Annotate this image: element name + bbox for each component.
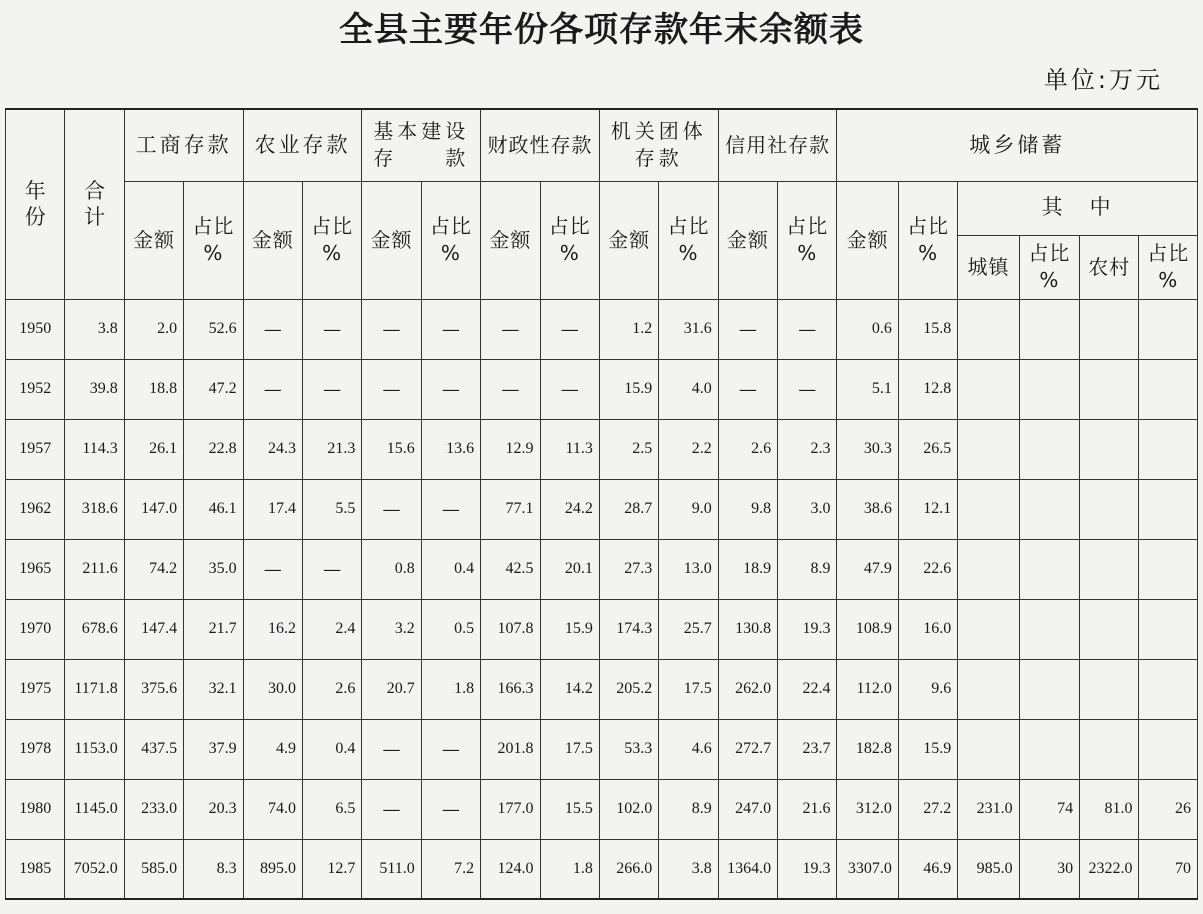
pct-label: 占比 bbox=[192, 214, 235, 238]
cell-jg-pct: 13.0 bbox=[659, 539, 718, 599]
cell-czh-amt: 985.0 bbox=[958, 839, 1019, 899]
cell-year: 1980 bbox=[6, 779, 65, 839]
cell-total: 1171.8 bbox=[65, 659, 124, 719]
unit-label: 单位:万元 bbox=[1043, 66, 1163, 94]
cell-czh-pct: 30 bbox=[1019, 839, 1079, 899]
cell-gs-amt: 18.8 bbox=[124, 359, 183, 419]
pct-symbol: % bbox=[559, 241, 580, 265]
cell-czh-amt: 231.0 bbox=[958, 779, 1019, 839]
cell-cz-amt: 124.0 bbox=[481, 839, 540, 899]
cell-jg-pct: 4.0 bbox=[659, 359, 718, 419]
cell-xy-amt: 272.7 bbox=[718, 719, 777, 779]
cell-cx-amt: 0.6 bbox=[837, 299, 898, 359]
cell-cz-amt: 12.9 bbox=[481, 419, 540, 479]
table-row bbox=[6, 779, 1198, 839]
cell-nc-pct: 26 bbox=[1139, 779, 1198, 839]
header-total bbox=[65, 109, 124, 299]
cell-jb-pct: 7.2 bbox=[421, 839, 480, 899]
header-jiguan bbox=[599, 109, 718, 181]
header-gs-amount: 金额 bbox=[124, 181, 183, 299]
cell-xy-amt: — bbox=[718, 359, 777, 419]
cell-czh-amt bbox=[958, 359, 1019, 419]
cell-jb-amt: — bbox=[362, 359, 421, 419]
cell-jg-pct: 8.9 bbox=[659, 779, 718, 839]
header-jg-amount: 金额 bbox=[599, 181, 658, 299]
cell-cz-amt: 166.3 bbox=[481, 659, 540, 719]
header-jiben bbox=[362, 109, 481, 181]
cell-czh-pct bbox=[1019, 599, 1079, 659]
cell-total: 3.8 bbox=[65, 299, 124, 359]
cell-ny-pct: 0.4 bbox=[302, 719, 361, 779]
cell-ny-pct: — bbox=[302, 539, 361, 599]
cell-xy-amt: 247.0 bbox=[718, 779, 777, 839]
cell-czh-pct bbox=[1019, 419, 1079, 479]
cell-nc-amt bbox=[1080, 599, 1139, 659]
cell-ny-amt: 24.3 bbox=[243, 419, 302, 479]
cell-jg-amt: 27.3 bbox=[599, 539, 658, 599]
header-qizhong: 其 中 bbox=[958, 181, 1198, 235]
header-jiben-line2: 存 款 bbox=[373, 146, 470, 171]
cell-ny-amt: — bbox=[243, 359, 302, 419]
cell-jb-amt: — bbox=[362, 779, 421, 839]
header-xinyong: 信用社存款 bbox=[718, 109, 837, 181]
cell-xy-pct: 2.3 bbox=[778, 419, 837, 479]
cell-total: 114.3 bbox=[65, 419, 124, 479]
cell-czh-pct bbox=[1019, 659, 1079, 719]
cell-cx-amt: 3307.0 bbox=[837, 839, 898, 899]
cell-ny-pct: 2.4 bbox=[302, 599, 361, 659]
header-nc-pct bbox=[1139, 235, 1198, 299]
pct-label: 占比 bbox=[786, 214, 829, 238]
table-row bbox=[6, 599, 1198, 659]
cell-nc-amt bbox=[1080, 479, 1139, 539]
cell-ny-amt: 895.0 bbox=[243, 839, 302, 899]
cell-cx-pct: 12.8 bbox=[898, 359, 957, 419]
cell-gs-pct: 52.6 bbox=[184, 299, 243, 359]
cell-year: 1970 bbox=[6, 599, 65, 659]
cell-jg-amt: 174.3 bbox=[599, 599, 658, 659]
pct-label: 占比 bbox=[907, 214, 950, 238]
cell-nc-pct bbox=[1139, 659, 1198, 719]
cell-cx-amt: 108.9 bbox=[837, 599, 898, 659]
cell-czh-amt bbox=[958, 599, 1019, 659]
header-year-text: 年 份 bbox=[24, 179, 46, 230]
cell-year: 1950 bbox=[6, 299, 65, 359]
cell-cx-pct: 15.9 bbox=[898, 719, 957, 779]
cell-ny-amt: 30.0 bbox=[243, 659, 302, 719]
cell-year: 1975 bbox=[6, 659, 65, 719]
cell-czh-pct bbox=[1019, 299, 1079, 359]
pct-label: 占比 bbox=[1147, 241, 1190, 265]
pct-symbol: % bbox=[203, 241, 224, 265]
cell-cx-amt: 112.0 bbox=[837, 659, 898, 719]
cell-gs-amt: 147.0 bbox=[124, 479, 183, 539]
cell-cz-pct: — bbox=[540, 359, 599, 419]
cell-cz-amt: 42.5 bbox=[481, 539, 540, 599]
cell-jb-pct: 0.5 bbox=[421, 599, 480, 659]
cell-czh-pct: 74 bbox=[1019, 779, 1079, 839]
header-caizheng: 财政性存款 bbox=[481, 109, 600, 181]
cell-jg-pct: 3.8 bbox=[659, 839, 718, 899]
cell-gs-amt: 437.5 bbox=[124, 719, 183, 779]
pct-symbol: % bbox=[678, 241, 699, 265]
pct-label: 占比 bbox=[1028, 241, 1071, 265]
header-nongcun: 农村 bbox=[1080, 235, 1139, 299]
header-jiguan-line2: 存款 bbox=[634, 146, 683, 171]
pct-symbol: % bbox=[1039, 268, 1060, 292]
cell-nc-pct bbox=[1139, 719, 1198, 779]
cell-nc-amt: 81.0 bbox=[1080, 779, 1139, 839]
cell-gs-pct: 37.9 bbox=[184, 719, 243, 779]
cell-cx-pct: 15.8 bbox=[898, 299, 957, 359]
cell-jb-amt: 3.2 bbox=[362, 599, 421, 659]
cell-jg-amt: 266.0 bbox=[599, 839, 658, 899]
cell-ny-amt: — bbox=[243, 299, 302, 359]
header-czh-pct bbox=[1019, 235, 1079, 299]
header-xy-pct bbox=[778, 181, 837, 299]
cell-gs-amt: 375.6 bbox=[124, 659, 183, 719]
table-header bbox=[6, 109, 1198, 299]
cell-jb-pct: — bbox=[421, 479, 480, 539]
pct-symbol: % bbox=[797, 241, 818, 265]
cell-nc-amt bbox=[1080, 659, 1139, 719]
cell-ny-amt: — bbox=[243, 539, 302, 599]
table-row bbox=[6, 299, 1198, 359]
cell-gs-pct: 22.8 bbox=[184, 419, 243, 479]
cell-xy-pct: 19.3 bbox=[778, 839, 837, 899]
cell-nc-pct bbox=[1139, 419, 1198, 479]
cell-total: 39.8 bbox=[65, 359, 124, 419]
header-gs-pct bbox=[184, 181, 243, 299]
cell-czh-amt bbox=[958, 719, 1019, 779]
cell-jb-pct: — bbox=[421, 779, 480, 839]
deposit-table-container bbox=[5, 108, 1198, 906]
cell-ny-amt: 4.9 bbox=[243, 719, 302, 779]
header-chengxiang: 城乡储蓄 bbox=[837, 109, 1198, 181]
cell-xy-pct: 19.3 bbox=[778, 599, 837, 659]
cell-nc-pct bbox=[1139, 479, 1198, 539]
cell-cz-amt: 77.1 bbox=[481, 479, 540, 539]
cell-gs-amt: 26.1 bbox=[124, 419, 183, 479]
cell-cx-pct: 22.6 bbox=[898, 539, 957, 599]
cell-xy-amt: 1364.0 bbox=[718, 839, 777, 899]
header-year bbox=[6, 109, 65, 299]
pct-symbol: % bbox=[1158, 268, 1179, 292]
cell-nc-amt: 2322.0 bbox=[1080, 839, 1139, 899]
cell-total: 1145.0 bbox=[65, 779, 124, 839]
cell-cx-amt: 38.6 bbox=[837, 479, 898, 539]
header-nongye: 农业存款 bbox=[243, 109, 362, 181]
cell-ny-pct: 6.5 bbox=[302, 779, 361, 839]
cell-jg-pct: 4.6 bbox=[659, 719, 718, 779]
cell-ny-pct: 12.7 bbox=[302, 839, 361, 899]
cell-year: 1985 bbox=[6, 839, 65, 899]
cell-gs-amt: 585.0 bbox=[124, 839, 183, 899]
header-cx-amount: 金额 bbox=[837, 181, 898, 299]
cell-ny-pct: 5.5 bbox=[302, 479, 361, 539]
header-ny-pct bbox=[302, 181, 361, 299]
pct-label: 占比 bbox=[429, 214, 472, 238]
cell-gs-pct: 47.2 bbox=[184, 359, 243, 419]
cell-nc-amt bbox=[1080, 419, 1139, 479]
header-jb-amount: 金额 bbox=[362, 181, 421, 299]
cell-nc-pct bbox=[1139, 599, 1198, 659]
header-ny-amount: 金额 bbox=[243, 181, 302, 299]
cell-czh-pct bbox=[1019, 479, 1079, 539]
header-cz-amount: 金额 bbox=[481, 181, 540, 299]
cell-nc-amt bbox=[1080, 719, 1139, 779]
table-row bbox=[6, 419, 1198, 479]
cell-jb-amt: 0.8 bbox=[362, 539, 421, 599]
cell-jg-amt: 15.9 bbox=[599, 359, 658, 419]
cell-xy-pct: 23.7 bbox=[778, 719, 837, 779]
cell-cx-amt: 5.1 bbox=[837, 359, 898, 419]
header-jiguan-line1: 机关团体 bbox=[610, 119, 707, 144]
cell-ny-pct: — bbox=[302, 359, 361, 419]
cell-nc-amt bbox=[1080, 299, 1139, 359]
cell-total: 318.6 bbox=[65, 479, 124, 539]
table-row bbox=[6, 659, 1198, 719]
cell-jb-amt: — bbox=[362, 299, 421, 359]
cell-nc-pct bbox=[1139, 299, 1198, 359]
pct-label: 占比 bbox=[548, 214, 591, 238]
cell-czh-amt bbox=[958, 539, 1019, 599]
cell-xy-amt: — bbox=[718, 299, 777, 359]
cell-jb-amt: 20.7 bbox=[362, 659, 421, 719]
cell-ny-amt: 16.2 bbox=[243, 599, 302, 659]
header-total-text: 合 计 bbox=[84, 179, 106, 230]
header-gongshang: 工商存款 bbox=[124, 109, 243, 181]
cell-year: 1965 bbox=[6, 539, 65, 599]
cell-xy-amt: 9.8 bbox=[718, 479, 777, 539]
cell-jg-amt: 102.0 bbox=[599, 779, 658, 839]
cell-cx-pct: 27.2 bbox=[898, 779, 957, 839]
cell-total: 1153.0 bbox=[65, 719, 124, 779]
cell-gs-pct: 8.3 bbox=[184, 839, 243, 899]
cell-gs-pct: 20.3 bbox=[184, 779, 243, 839]
cell-total: 7052.0 bbox=[65, 839, 124, 899]
cell-cx-pct: 12.1 bbox=[898, 479, 957, 539]
cell-ny-amt: 74.0 bbox=[243, 779, 302, 839]
cell-cx-amt: 182.8 bbox=[837, 719, 898, 779]
header-jb-pct bbox=[421, 181, 480, 299]
cell-xy-pct: 8.9 bbox=[778, 539, 837, 599]
cell-cx-amt: 30.3 bbox=[837, 419, 898, 479]
cell-nc-amt bbox=[1080, 539, 1139, 599]
cell-jb-amt: 511.0 bbox=[362, 839, 421, 899]
cell-gs-amt: 233.0 bbox=[124, 779, 183, 839]
cell-gs-pct: 21.7 bbox=[184, 599, 243, 659]
table-row bbox=[6, 839, 1198, 899]
cell-czh-amt bbox=[958, 299, 1019, 359]
table-body bbox=[6, 299, 1198, 899]
cell-cz-amt: 107.8 bbox=[481, 599, 540, 659]
cell-ny-amt: 17.4 bbox=[243, 479, 302, 539]
cell-ny-pct: 21.3 bbox=[302, 419, 361, 479]
cell-cz-pct: 1.8 bbox=[540, 839, 599, 899]
cell-cz-pct: — bbox=[540, 299, 599, 359]
cell-year: 1952 bbox=[6, 359, 65, 419]
cell-ny-pct: — bbox=[302, 299, 361, 359]
header-xy-amount: 金额 bbox=[718, 181, 777, 299]
cell-czh-pct bbox=[1019, 719, 1079, 779]
cell-year: 1962 bbox=[6, 479, 65, 539]
cell-cx-amt: 312.0 bbox=[837, 779, 898, 839]
header-cz-pct bbox=[540, 181, 599, 299]
cell-xy-amt: 262.0 bbox=[718, 659, 777, 719]
pct-label: 占比 bbox=[667, 214, 710, 238]
cell-jg-pct: 9.0 bbox=[659, 479, 718, 539]
cell-jb-amt: — bbox=[362, 719, 421, 779]
cell-cz-amt: — bbox=[481, 299, 540, 359]
cell-xy-amt: 130.8 bbox=[718, 599, 777, 659]
header-chengzhen: 城镇 bbox=[958, 235, 1019, 299]
cell-cx-pct: 26.5 bbox=[898, 419, 957, 479]
cell-gs-amt: 74.2 bbox=[124, 539, 183, 599]
cell-cx-pct: 16.0 bbox=[898, 599, 957, 659]
header-jg-pct bbox=[659, 181, 718, 299]
cell-xy-amt: 18.9 bbox=[718, 539, 777, 599]
cell-jb-pct: — bbox=[421, 299, 480, 359]
cell-jb-pct: 0.4 bbox=[421, 539, 480, 599]
cell-jg-pct: 31.6 bbox=[659, 299, 718, 359]
cell-cz-amt: 201.8 bbox=[481, 719, 540, 779]
cell-nc-pct: 70 bbox=[1139, 839, 1198, 899]
cell-cz-pct: 17.5 bbox=[540, 719, 599, 779]
cell-jg-pct: 17.5 bbox=[659, 659, 718, 719]
cell-jb-pct: — bbox=[421, 719, 480, 779]
deposit-table bbox=[5, 108, 1198, 900]
cell-jg-amt: 205.2 bbox=[599, 659, 658, 719]
cell-xy-pct: 21.6 bbox=[778, 779, 837, 839]
pct-label: 占比 bbox=[311, 214, 354, 238]
cell-xy-pct: 22.4 bbox=[778, 659, 837, 719]
cell-xy-pct: — bbox=[778, 299, 837, 359]
pct-symbol: % bbox=[440, 241, 461, 265]
page-title: 全县主要年份各项存款年末余额表 bbox=[339, 10, 864, 50]
cell-total: 678.6 bbox=[65, 599, 124, 659]
cell-jb-pct: — bbox=[421, 359, 480, 419]
table-row bbox=[6, 479, 1198, 539]
cell-gs-amt: 2.0 bbox=[124, 299, 183, 359]
cell-nc-amt bbox=[1080, 359, 1139, 419]
cell-jg-amt: 28.7 bbox=[599, 479, 658, 539]
pct-symbol: % bbox=[918, 241, 939, 265]
cell-jg-amt: 1.2 bbox=[599, 299, 658, 359]
cell-cz-pct: 24.2 bbox=[540, 479, 599, 539]
cell-gs-pct: 46.1 bbox=[184, 479, 243, 539]
cell-jb-pct: 13.6 bbox=[421, 419, 480, 479]
cell-cx-amt: 47.9 bbox=[837, 539, 898, 599]
cell-xy-amt: 2.6 bbox=[718, 419, 777, 479]
cell-czh-pct bbox=[1019, 539, 1079, 599]
cell-nc-pct bbox=[1139, 539, 1198, 599]
cell-total: 211.6 bbox=[65, 539, 124, 599]
cell-cz-pct: 11.3 bbox=[540, 419, 599, 479]
cell-jg-amt: 53.3 bbox=[599, 719, 658, 779]
cell-jg-amt: 2.5 bbox=[599, 419, 658, 479]
cell-year: 1978 bbox=[6, 719, 65, 779]
cell-ny-pct: 2.6 bbox=[302, 659, 361, 719]
cell-xy-pct: — bbox=[778, 359, 837, 419]
header-jiben-line1: 基本建设 bbox=[373, 119, 470, 144]
cell-cz-amt: — bbox=[481, 359, 540, 419]
pct-symbol: % bbox=[322, 241, 343, 265]
cell-jb-amt: 15.6 bbox=[362, 419, 421, 479]
cell-gs-pct: 32.1 bbox=[184, 659, 243, 719]
cell-czh-pct bbox=[1019, 359, 1079, 419]
table-row bbox=[6, 359, 1198, 419]
cell-cx-pct: 46.9 bbox=[898, 839, 957, 899]
cell-gs-pct: 35.0 bbox=[184, 539, 243, 599]
cell-jb-pct: 1.8 bbox=[421, 659, 480, 719]
header-cx-pct bbox=[898, 181, 957, 299]
cell-czh-amt bbox=[958, 659, 1019, 719]
cell-cz-amt: 177.0 bbox=[481, 779, 540, 839]
cell-jg-pct: 2.2 bbox=[659, 419, 718, 479]
cell-year: 1957 bbox=[6, 419, 65, 479]
cell-cz-pct: 15.5 bbox=[540, 779, 599, 839]
cell-czh-amt bbox=[958, 419, 1019, 479]
table-row bbox=[6, 719, 1198, 779]
cell-cz-pct: 15.9 bbox=[540, 599, 599, 659]
cell-cz-pct: 14.2 bbox=[540, 659, 599, 719]
cell-cz-pct: 20.1 bbox=[540, 539, 599, 599]
cell-xy-pct: 3.0 bbox=[778, 479, 837, 539]
cell-jb-amt: — bbox=[362, 479, 421, 539]
cell-jg-pct: 25.7 bbox=[659, 599, 718, 659]
cell-gs-amt: 147.4 bbox=[124, 599, 183, 659]
cell-nc-pct bbox=[1139, 359, 1198, 419]
cell-cx-pct: 9.6 bbox=[898, 659, 957, 719]
cell-czh-amt bbox=[958, 479, 1019, 539]
table-row bbox=[6, 539, 1198, 599]
